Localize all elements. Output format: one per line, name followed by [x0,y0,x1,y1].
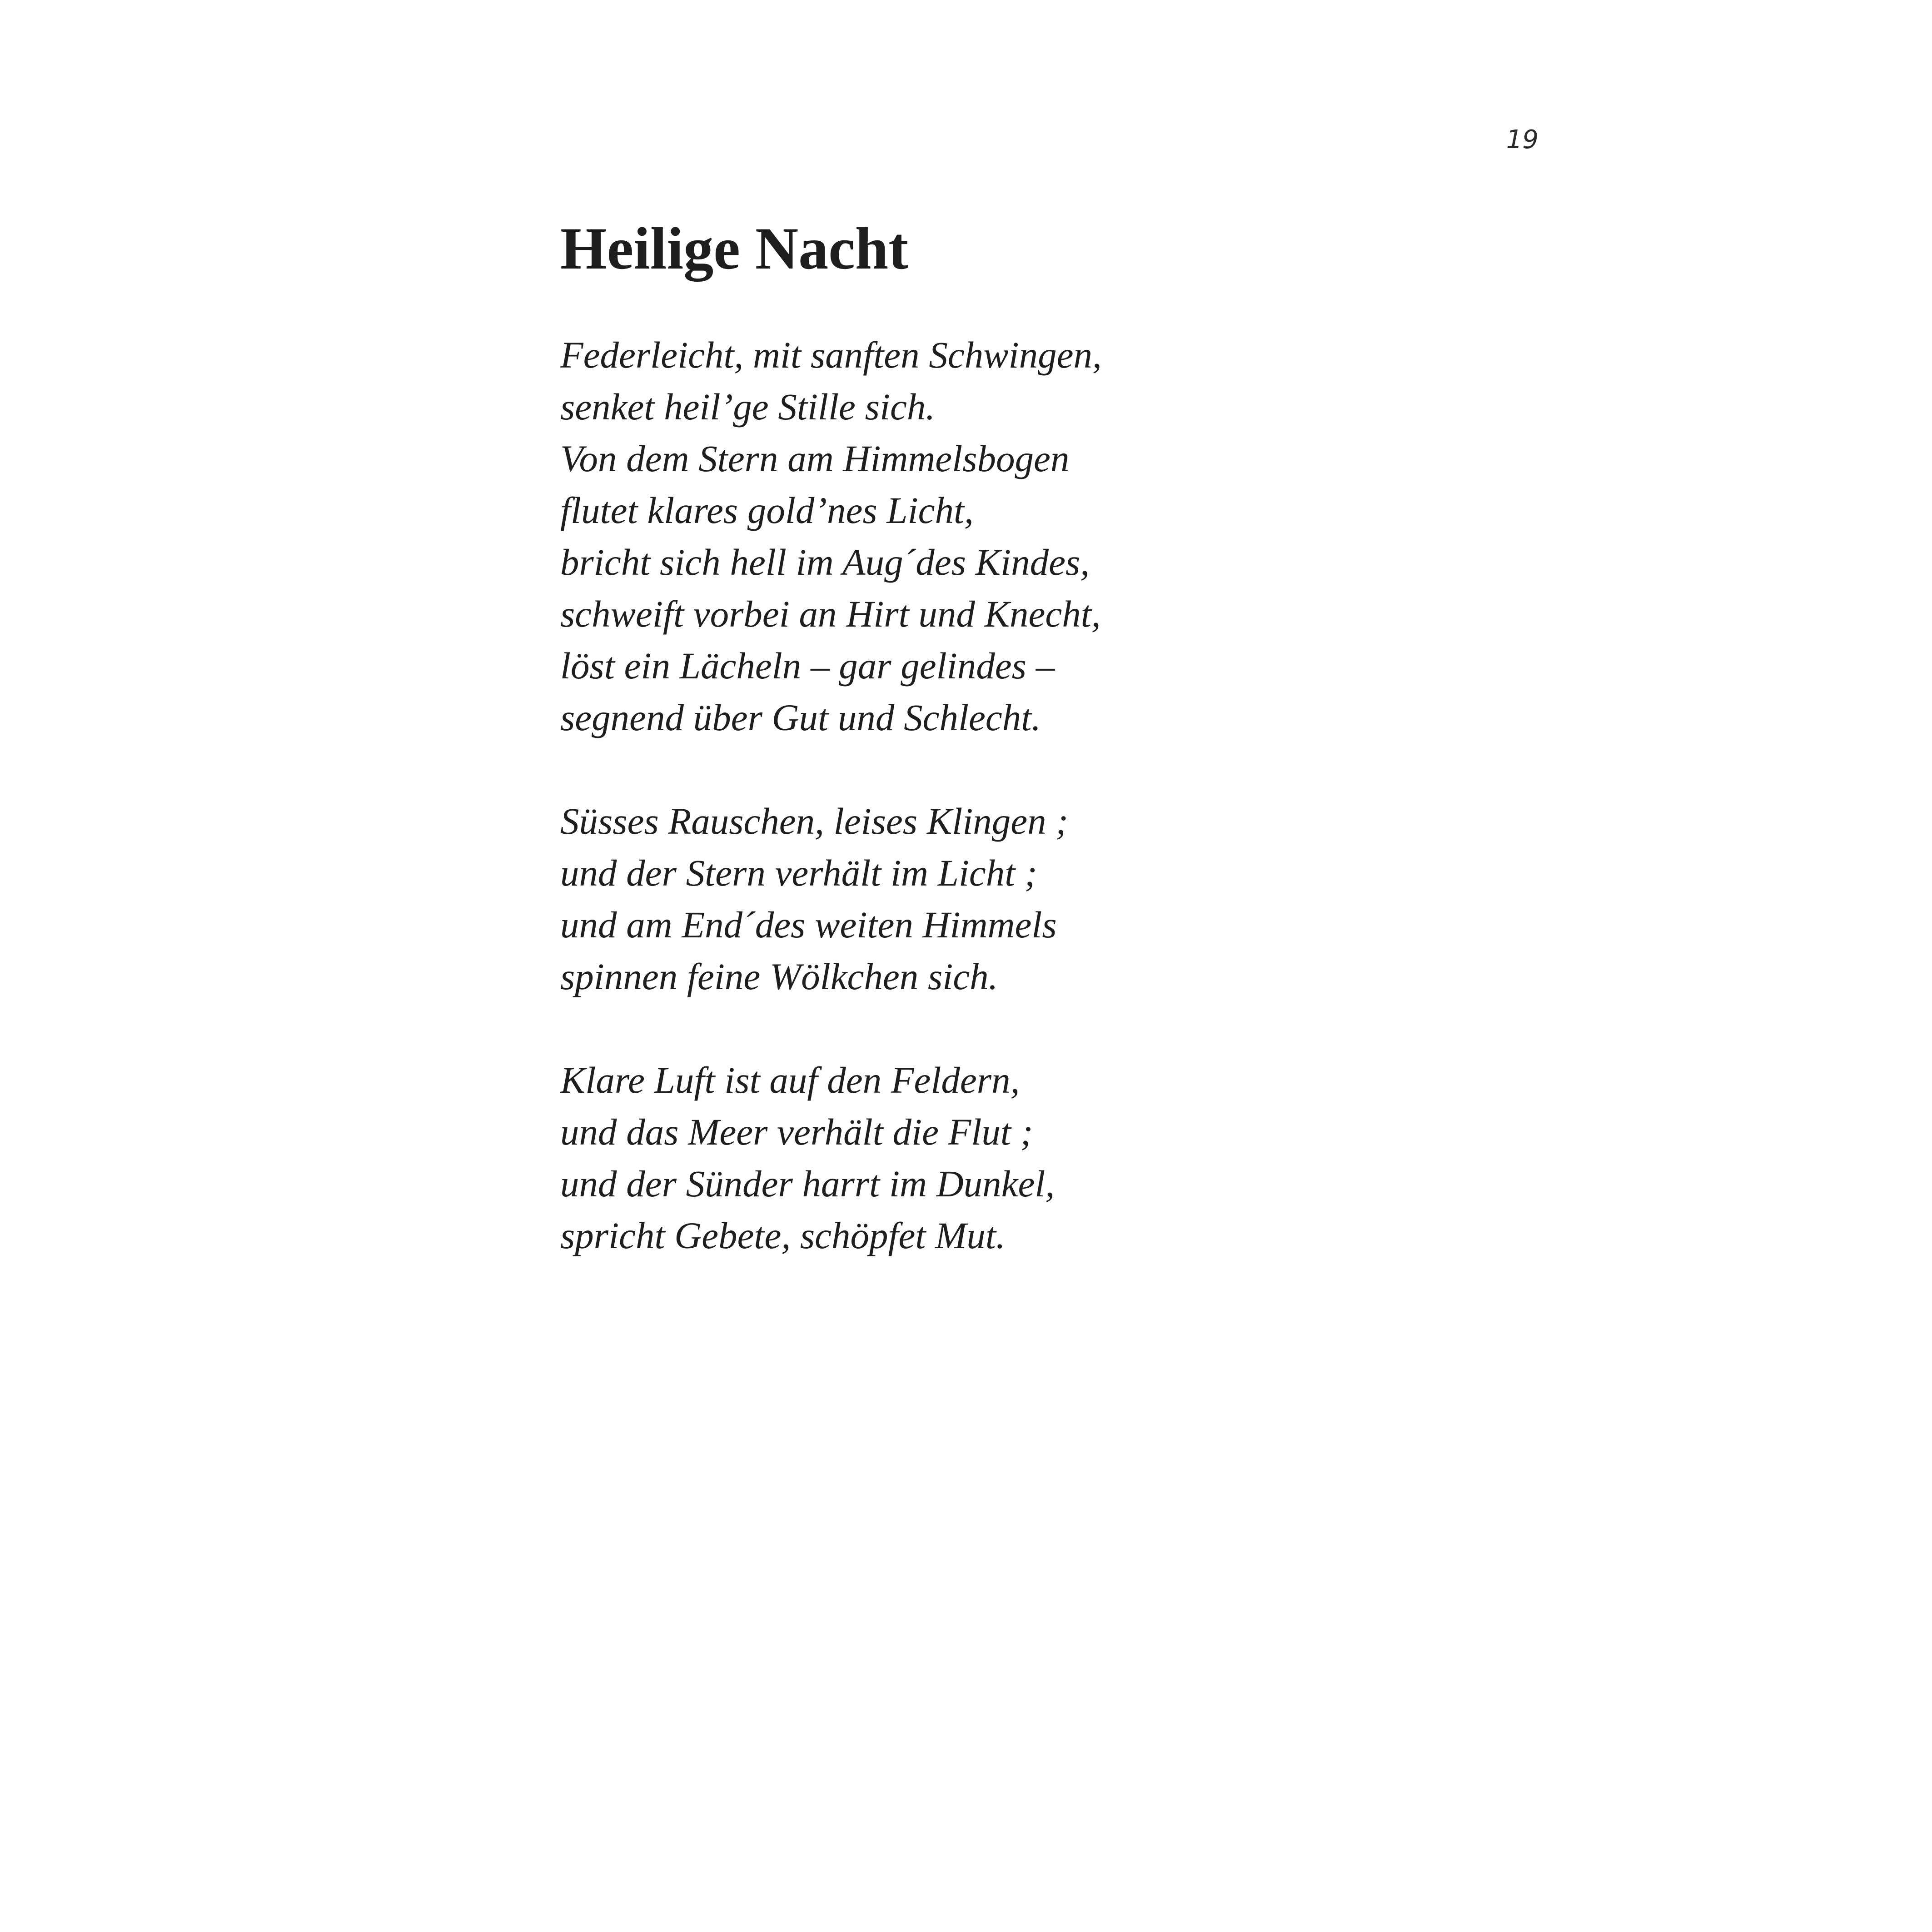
verse-line: schweift vorbei an Hirt und Knecht, [560,593,1101,635]
verse-line: flutet klares gold’nes Licht, [560,489,974,531]
verse-line: und das Meer verhält die Flut ; [560,1111,1033,1153]
poem [560,211,1424,1261]
verse-line: und der Sünder harrt im Dunkel, [560,1163,1055,1205]
verse-line: Von dem Stern am Himmelsbogen [560,438,1070,479]
verse-line: segnend über Gut und Schlecht. [560,697,1041,738]
verse-line: und der Stern verhält im Licht ; [560,852,1037,894]
verse-line: bricht sich hell im Aug´des Kindes, [560,541,1090,583]
verse-line: Federleicht, mit sanften Schwingen, [560,334,1102,376]
stanza-2 [560,795,1424,1002]
verse-line: löst ein Lächeln – gar gelindes – [560,645,1055,687]
verse-line: senket heil’ge Stille sich. [560,386,936,428]
verse-line: und am End´des weiten Himmels [560,904,1057,946]
verse-line: spinnen feine Wölkchen sich. [560,956,998,997]
page-number: 19 [1506,125,1539,154]
verse-line: spricht Gebete, schöpfet Mut. [560,1215,1006,1256]
verse-line: Klare Luft ist auf den Feldern, [560,1059,1020,1101]
verse-line: Süsses Rauschen, leises Klingen ; [560,800,1069,842]
stanza-3 [560,1054,1424,1261]
stanza-1 [560,329,1424,743]
poem-title: Heilige Nacht [560,215,909,282]
